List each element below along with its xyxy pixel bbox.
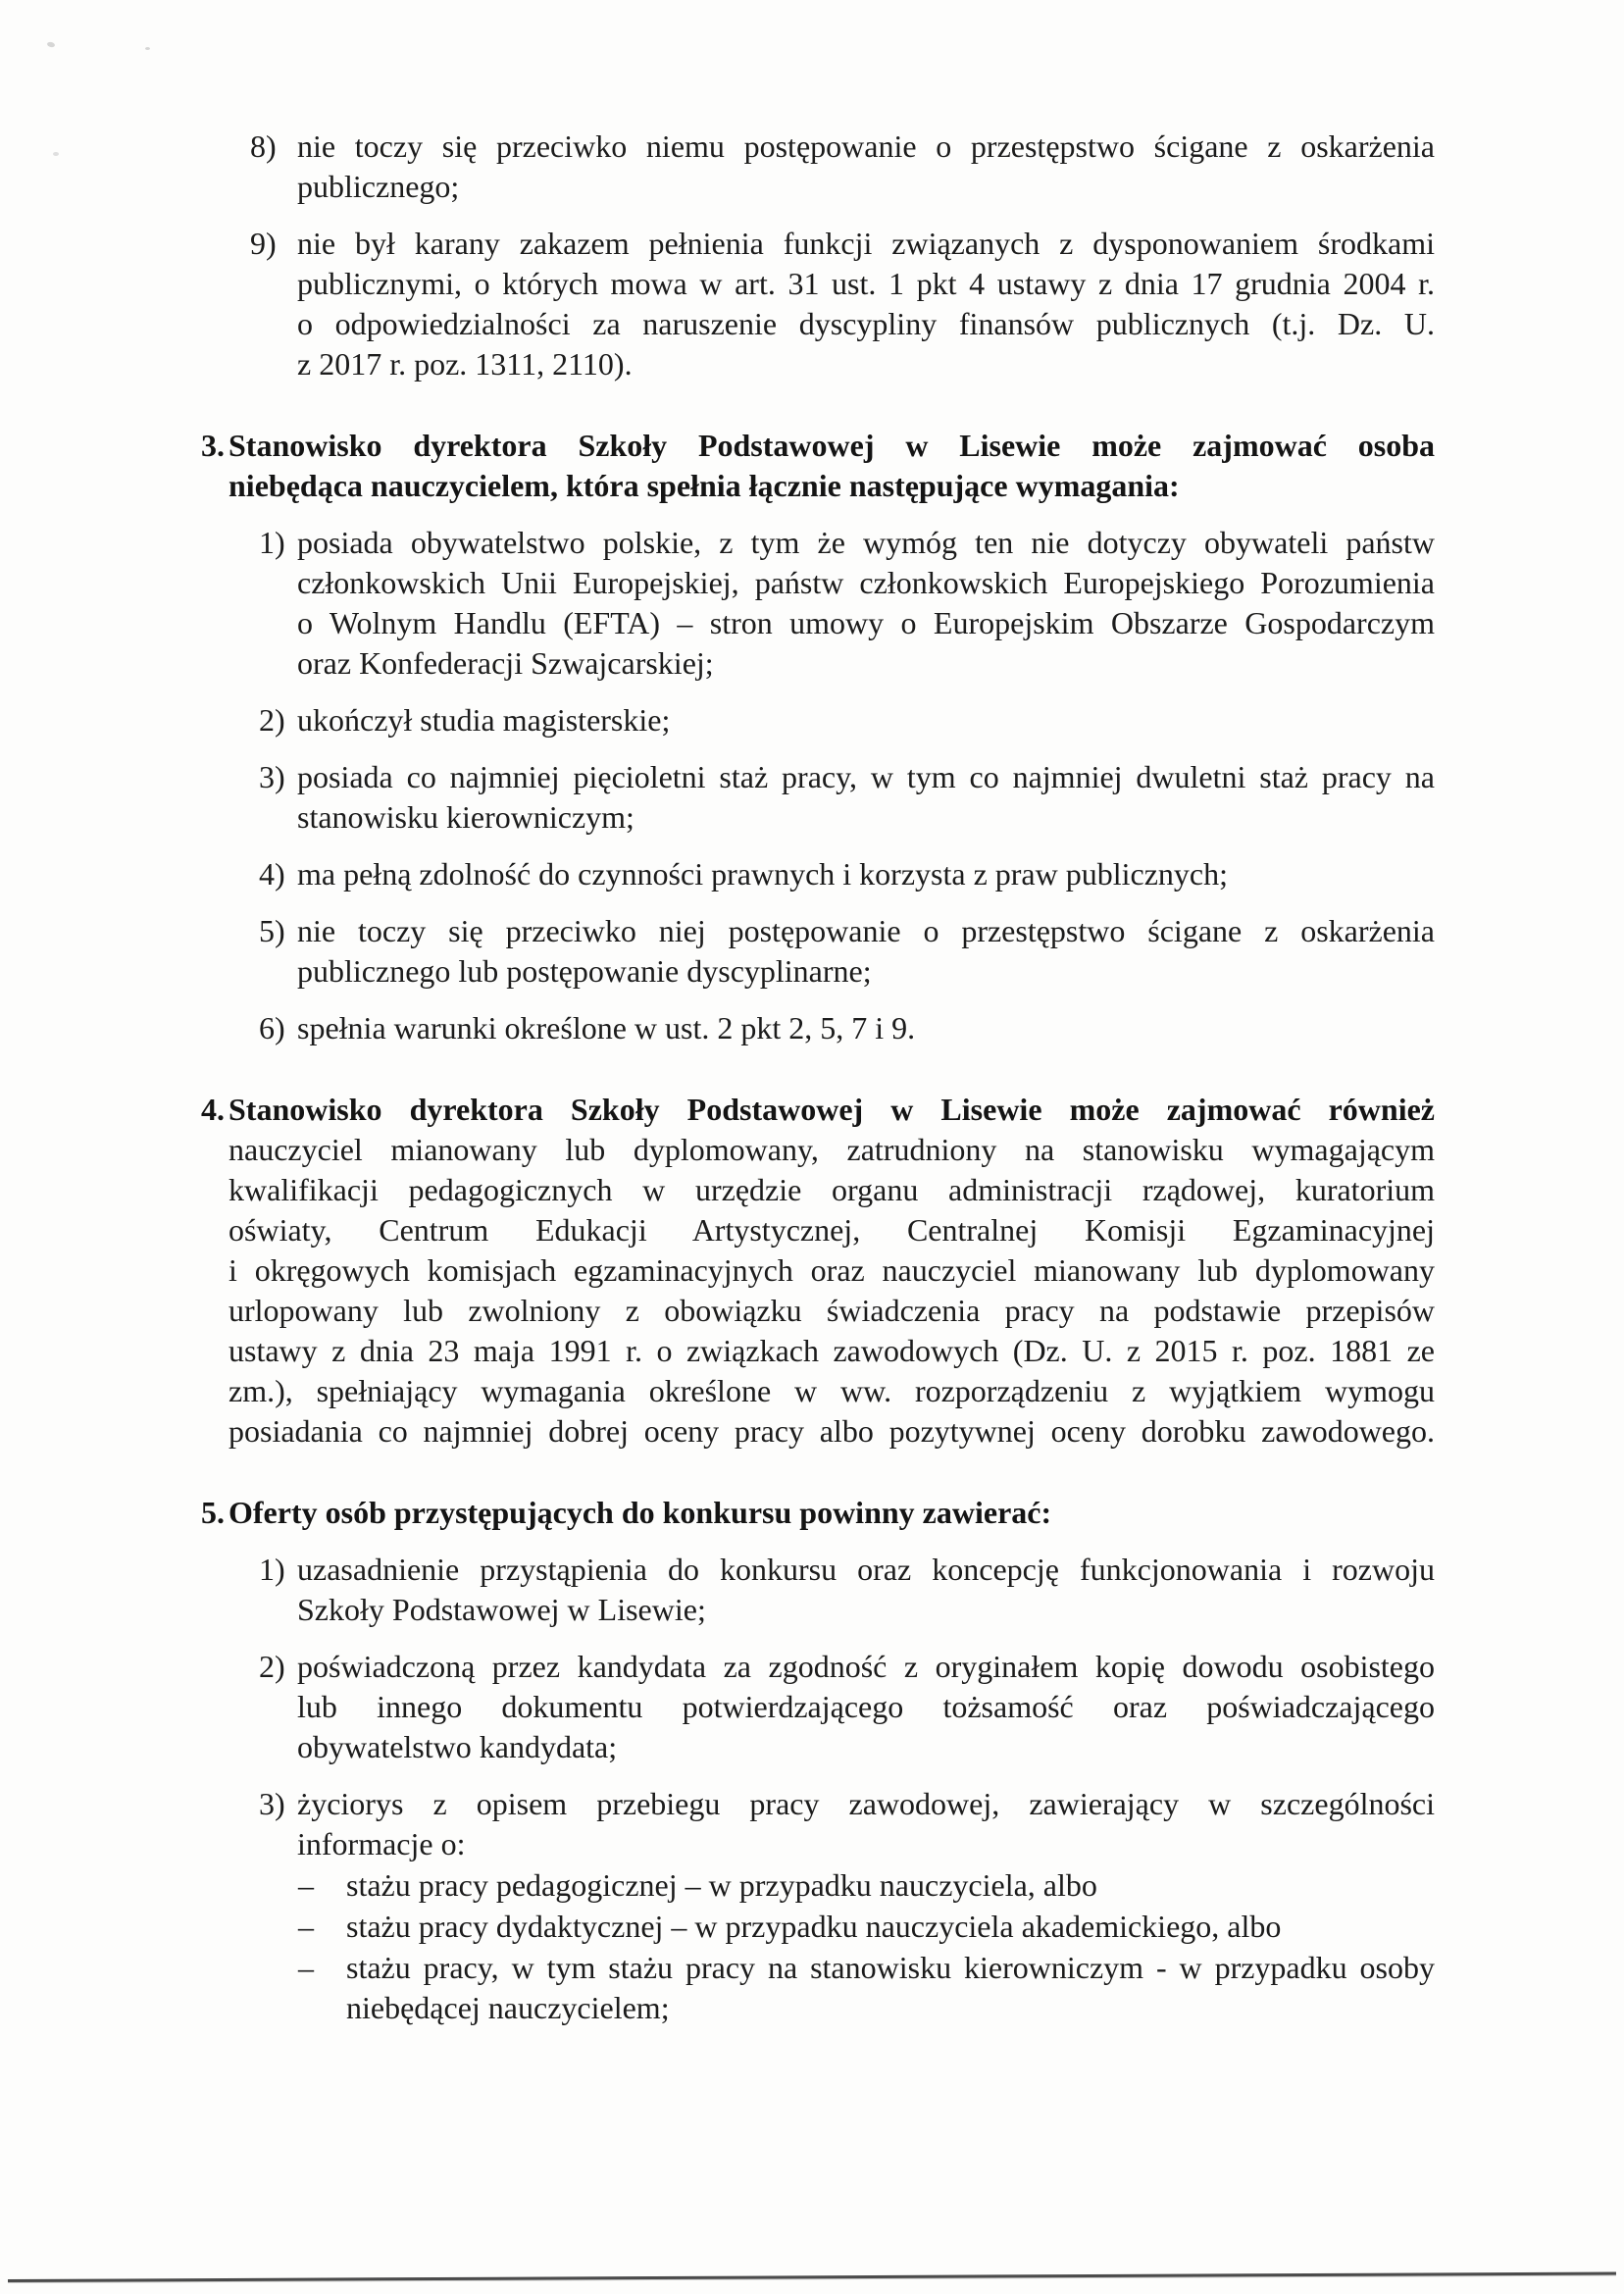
text-line: posiada obywatelstwo polskie, z tym że wymóg ten nie dotyczy obywateli państw — [297, 525, 1435, 560]
item-marker: 8) — [250, 128, 277, 164]
section-heading — [201, 1493, 1624, 1533]
paragraph-lines — [228, 426, 1435, 506]
item-marker: 6) — [259, 1010, 285, 1045]
item-marker: 3) — [259, 759, 285, 794]
numbered-list-item — [259, 700, 1624, 740]
numbered-list-item — [259, 1550, 1624, 1630]
item-marker: 4. — [201, 1092, 225, 1127]
text-line: Stanowisko dyrektora Szkoły Podstawowej w Lisewie może zajmować osoba — [228, 428, 1435, 463]
paragraph-lines — [346, 1948, 1435, 2028]
text-line: członkowskich Unii Europejskiej, państw członkowskich Europejskiego Porozumienia — [297, 565, 1435, 600]
text-line: stanowisku kierowniczym; — [297, 799, 634, 835]
section-heading — [201, 426, 1624, 506]
paragraph-lines — [228, 1090, 1435, 1452]
section-heading — [201, 1090, 1624, 1452]
paragraph-lines — [297, 1784, 1435, 1864]
dash-marker: – — [298, 1867, 314, 1903]
dash-list-item — [298, 1907, 1624, 1947]
item-marker: 1) — [259, 525, 285, 560]
item-marker: 2) — [259, 1649, 285, 1684]
text-line: nie był karany zakazem pełnienia funkcji związanych z dysponowaniem środkami — [297, 226, 1435, 261]
item-marker: 5) — [259, 913, 285, 948]
page-bottom-rule — [8, 2272, 1616, 2282]
text-line: urlopowany lub zwolniony z obowiązku świadczenia pracy na podstawie przepisów — [228, 1293, 1435, 1328]
text-line: niebędącej nauczycielem; — [346, 1990, 670, 2025]
text-line: niebędąca nauczycielem, która spełnia łącznie następujące wymagania: — [228, 468, 1180, 503]
dash-list-item — [298, 1948, 1624, 2028]
dash-marker: – — [298, 1909, 314, 1944]
text-line: publicznego; — [297, 169, 460, 204]
text-line: Stanowisko dyrektora Szkoły Podstawowej w Lisewie może zajmować również — [228, 1092, 1435, 1127]
text-line: spełnia warunki określone w ust. 2 pkt 2, 5, 7 i 9. — [297, 1010, 916, 1045]
item-marker: 2) — [259, 702, 285, 738]
text-line: lub innego dokumentu potwierdzającego tożsamość oraz poświadczającego — [297, 1689, 1435, 1724]
paragraph-lines — [228, 1493, 1435, 1533]
text-line: życiorys z opisem przebiegu pracy zawodowej, zawierający w szczególności — [297, 1786, 1435, 1821]
numbered-list-item — [259, 757, 1624, 838]
text-line: obywatelstwo kandydata; — [297, 1729, 618, 1764]
paragraph-lines — [297, 854, 1435, 894]
text-line: oraz Konfederacji Szwajcarskiej; — [297, 645, 714, 681]
text-line: ustawy z dnia 23 maja 1991 r. o związkach zawodowych (Dz. U. z 2015 r. poz. 1881 ze — [228, 1333, 1435, 1368]
paragraph-lines — [297, 911, 1435, 992]
paragraph-lines — [346, 1865, 1435, 1906]
item-marker: 1) — [259, 1552, 285, 1587]
text-line: Szkoły Podstawowej w Lisewie; — [297, 1592, 706, 1627]
text-line: nie toczy się przeciwko niej postępowanie o przestępstwo ścigane z oskarżenia — [297, 913, 1435, 948]
text-line: ma pełną zdolność do czynności prawnych i korzysta z praw publicznych; — [297, 856, 1229, 892]
item-marker: 3) — [259, 1786, 285, 1821]
paragraph-lines — [297, 127, 1435, 207]
item-marker: 4) — [259, 856, 285, 892]
paragraph-lines — [297, 224, 1435, 384]
text-line: ukończył studia magisterskie; — [297, 702, 671, 738]
text-line: nie toczy się przeciwko niemu postępowanie o przestępstwo ścigane z oskarżenia — [297, 128, 1435, 164]
text-line: posiada co najmniej pięcioletni staż pracy, w tym co najmniej dwuletni staż pracy na — [297, 759, 1435, 794]
numbered-list-item — [259, 523, 1624, 684]
paragraph-lines — [297, 700, 1435, 740]
text-line: o Wolnym Handlu (EFTA) – stron umowy o Europejskim Obszarze Gospodarczym — [297, 605, 1435, 640]
paragraph-lines — [297, 1647, 1435, 1767]
text-line: oświaty, Centrum Edukacji Artystycznej, Centralnej Komisji Egzaminacyjnej — [228, 1212, 1435, 1248]
item-marker: 5. — [201, 1495, 225, 1530]
numbered-list-item — [250, 127, 1624, 207]
paragraph-lines — [297, 1550, 1435, 1630]
text-line: kwalifikacji pedagogicznych w urzędzie organu administracji rządowej, kuratorium — [228, 1172, 1435, 1207]
text-line: posiadania co najmniej dobrej oceny pracy albo pozytywnej oceny dorobku zawodowego. — [228, 1413, 1435, 1449]
paragraph-lines — [297, 523, 1435, 684]
paragraph-lines — [297, 757, 1435, 838]
item-marker: 3. — [201, 428, 225, 463]
paragraph-lines — [346, 1907, 1435, 1947]
text-line: poświadczoną przez kandydata za zgodność z oryginałem kopię dowodu osobistego — [297, 1649, 1435, 1684]
paragraph-lines — [297, 1008, 1435, 1048]
text-line: stażu pracy, w tym stażu pracy na stanowisku kierowniczym - w przypadku osoby — [346, 1950, 1435, 1985]
text-line: o odpowiedzialności za naruszenie dyscypliny finansów publicznych (t.j. Dz. U. — [297, 306, 1435, 341]
text-line: i okręgowych komisjach egzaminacyjnych oraz nauczyciel mianowany lub dyplomowany — [228, 1252, 1435, 1288]
text-line: stażu pracy pedagogicznej – w przypadku nauczyciela, albo — [346, 1867, 1097, 1903]
text-line: informacje o: — [297, 1826, 466, 1861]
text-line: publicznego lub postępowanie dyscyplinarne; — [297, 953, 872, 989]
numbered-list-item — [259, 1784, 1624, 1864]
numbered-list-item — [259, 1008, 1624, 1048]
numbered-list-item — [259, 911, 1624, 992]
dash-list-item — [298, 1865, 1624, 1906]
text-line: Oferty osób przystępujących do konkursu powinny zawierać: — [228, 1495, 1052, 1530]
numbered-list-item — [259, 854, 1624, 894]
item-marker: 9) — [250, 226, 277, 261]
text-line: zm.), spełniający wymagania określone w ww. rozporządzeniu z wyjątkiem wymogu — [228, 1373, 1435, 1408]
text-line: uzasadnienie przystąpienia do konkursu oraz koncepcję funkcjonowania i rozwoju — [297, 1552, 1435, 1587]
text-line: stażu pracy dydaktycznej – w przypadku nauczyciela akademickiego, albo — [346, 1909, 1282, 1944]
text-line: publicznymi, o których mowa w art. 31 ust. 1 pkt 4 ustawy z dnia 17 grudnia 2004 r. — [297, 266, 1435, 301]
numbered-list-item — [259, 1647, 1624, 1767]
text-line: z 2017 r. poz. 1311, 2110). — [297, 346, 633, 382]
numbered-list-item — [250, 224, 1624, 384]
text-line: nauczyciel mianowany lub dyplomowany, zatrudniony na stanowisku wymagającym — [228, 1132, 1435, 1167]
dash-marker: – — [298, 1950, 314, 1985]
